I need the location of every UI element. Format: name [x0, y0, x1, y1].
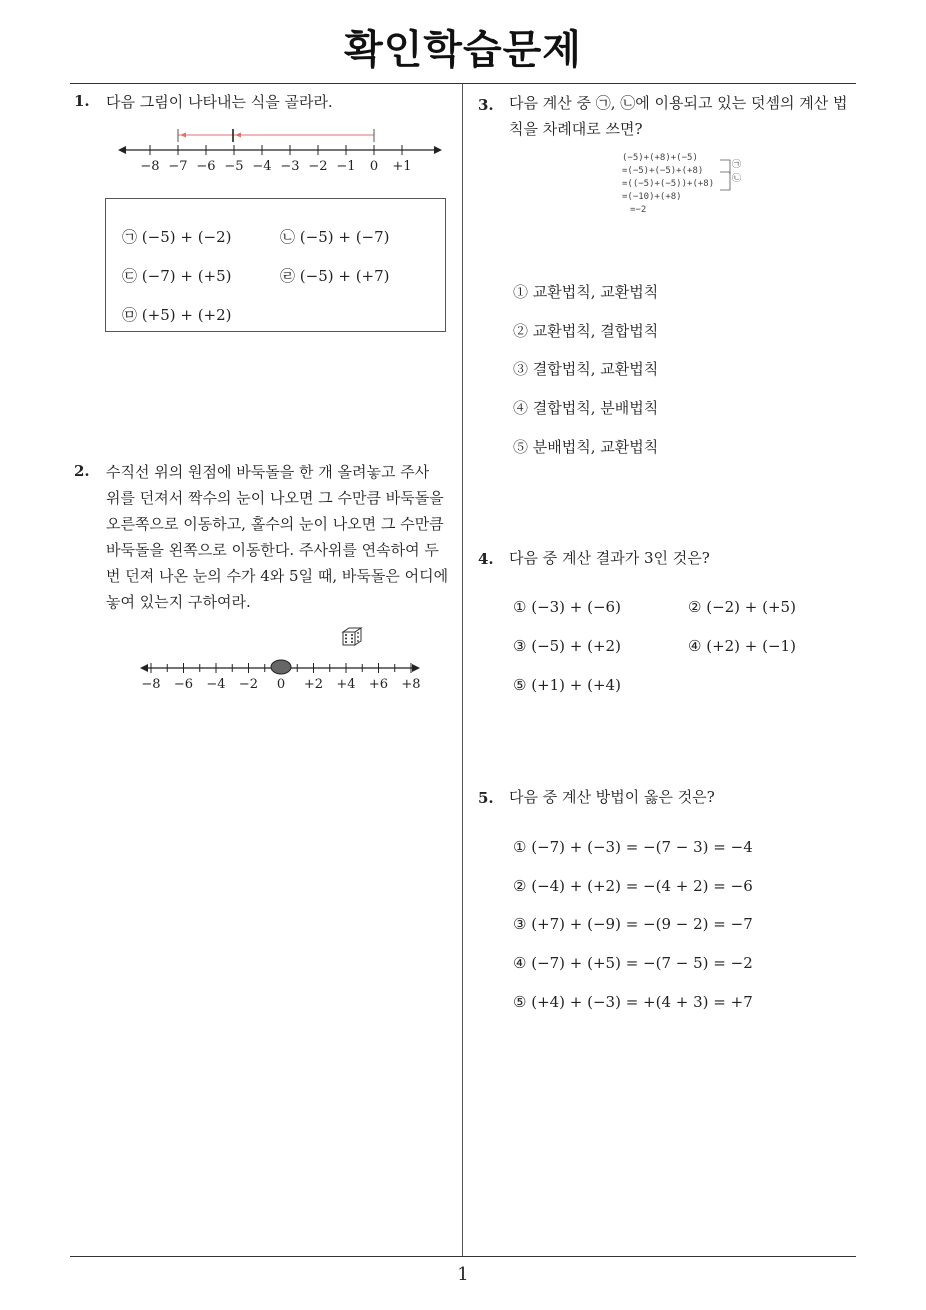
q3-option-4[interactable]: ④ 결합법칙, 분배법칙: [513, 399, 659, 417]
q2-tick-label: 0: [276, 677, 286, 692]
page-title: 확인학습문제: [344, 27, 582, 73]
q1-tick-label: −6: [196, 159, 216, 174]
q1-tick-label: −4: [252, 159, 272, 174]
q2-tick-label: +6: [368, 677, 389, 692]
q4-option-2[interactable]: ② (−2) + (+5): [688, 598, 796, 616]
q1-option-5[interactable]: ㉤ (+5) + (+2): [122, 306, 232, 324]
q3-step-5: =−2: [630, 205, 647, 215]
q1-option-4[interactable]: ㉣ (−5) + (+7): [280, 267, 390, 285]
q3-marks: [732, 158, 741, 186]
column-divider: [462, 84, 463, 1256]
q4-option-4[interactable]: ④ (+2) + (−1): [688, 637, 796, 655]
q2-tick-label: −8: [141, 677, 161, 692]
go-stone-icon: [271, 660, 291, 674]
q2-line-2: 위를 던져서 짝수의 눈이 나오면 그 수만큼 바둑돌을: [106, 489, 444, 507]
q1-tick-label: −1: [336, 159, 356, 174]
q2-line-4: 바둑돌을 왼쪽으로 이동한다. 주사위를 연속하여 두: [106, 541, 439, 559]
q2-number: 2.: [74, 462, 90, 480]
q5-text: 다음 중 계산 방법이 옳은 것은?: [509, 788, 715, 806]
q3-option-1[interactable]: ① 교환법칙, 교환법칙: [513, 283, 659, 301]
q1-text: 다음 그림이 나타내는 식을 골라라.: [106, 93, 333, 111]
q3-mark-2: ㉡: [732, 174, 742, 184]
q3-option-5[interactable]: ⑤ 분배법칙, 교환법칙: [513, 438, 659, 456]
q3-text: [509, 90, 859, 142]
q2-tick-label: −4: [206, 677, 226, 692]
q2-text: [106, 459, 456, 615]
q3-step-1: (−5)+(+8)+(−5): [622, 153, 698, 163]
q3-number: 3.: [478, 96, 494, 114]
q3-option-3[interactable]: ③ 결합법칙, 교환법칙: [513, 360, 659, 378]
q1-tick-label: +1: [392, 159, 412, 174]
q2-tick-label: +4: [336, 677, 356, 692]
q4-text: 다음 중 계산 결과가 3인 것은?: [509, 549, 710, 567]
q3-step-2: =(−5)+(−5)+(+8): [622, 166, 704, 176]
q1-tick-label: −5: [224, 159, 244, 174]
q3-line-1: 다음 계산 중 ㉠, ㉡에 이용되고 있는 덧셈의 계산 법: [509, 94, 848, 112]
q2-tick-label: +8: [401, 677, 421, 692]
q3-step-4: =(−10)+(+8): [622, 192, 682, 202]
q1-tick-label: −8: [140, 159, 160, 174]
q5-option-4[interactable]: ④ (−7) + (+5) = −(7 − 5) = −2: [513, 954, 753, 972]
q3-calculation: [622, 152, 714, 217]
q3-mark-1: ㉠: [732, 160, 742, 170]
q2-line-1: 수직선 위의 원점에 바둑돌을 한 개 올려놓고 주사: [106, 463, 430, 481]
q1-tick-label: 0: [369, 159, 379, 174]
q3-bracket: [718, 156, 732, 192]
q5-option-5[interactable]: ⑤ (+4) + (−3) = +(4 + 3) = +7: [513, 993, 753, 1011]
q4-number: 4.: [478, 550, 494, 568]
q1-tick-label: −2: [308, 159, 328, 174]
q1-tick-label: −3: [280, 159, 300, 174]
q5-number: 5.: [478, 789, 494, 807]
bottom-rule: [70, 1256, 856, 1257]
q3-step-3: =((−5)+(−5))+(+8): [622, 179, 715, 189]
q2-tick-label: +2: [303, 677, 324, 692]
q1-option-3[interactable]: ㉢ (−7) + (+5): [122, 267, 232, 285]
q5-option-1[interactable]: ① (−7) + (−3) = −(7 − 3) = −4: [513, 838, 753, 856]
q5-option-3[interactable]: ③ (+7) + (−9) = −(9 − 2) = −7: [513, 915, 753, 933]
q1-number-line: [110, 120, 450, 180]
q1-number: 1.: [74, 92, 90, 110]
q2-number-line: [138, 650, 423, 695]
q2-line-5: 번 던져 나온 눈의 수가 4와 5일 때, 바둑돌은 어디에: [106, 567, 449, 585]
q4-option-3[interactable]: ③ (−5) + (+2): [513, 637, 621, 655]
dice-icon: [340, 626, 364, 648]
q2-line-6: 놓여 있는지 구하여라.: [106, 593, 251, 611]
q2-tick-label: −2: [238, 677, 259, 692]
top-rule: [70, 83, 856, 84]
q1-option-1[interactable]: ㉠ (−5) + (−2): [122, 228, 232, 246]
q2-tick-label: −6: [173, 677, 194, 692]
q1-tick-label: −7: [168, 159, 188, 174]
q3-option-2[interactable]: ② 교환법칙, 결합법칙: [513, 322, 659, 340]
q1-option-2[interactable]: ㉡ (−5) + (−7): [280, 228, 390, 246]
page-number: 1: [457, 1264, 469, 1285]
q3-line-2: 칙을 차례대로 쓰면?: [509, 120, 643, 138]
q4-option-1[interactable]: ① (−3) + (−6): [513, 598, 621, 616]
q4-option-5[interactable]: ⑤ (+1) + (+4): [513, 676, 621, 694]
q2-line-3: 오른쪽으로 이동하고, 홀수의 눈이 나오면 그 수만큼: [106, 515, 444, 533]
q5-option-2[interactable]: ② (−4) + (+2) = −(4 + 2) = −6: [513, 877, 753, 895]
